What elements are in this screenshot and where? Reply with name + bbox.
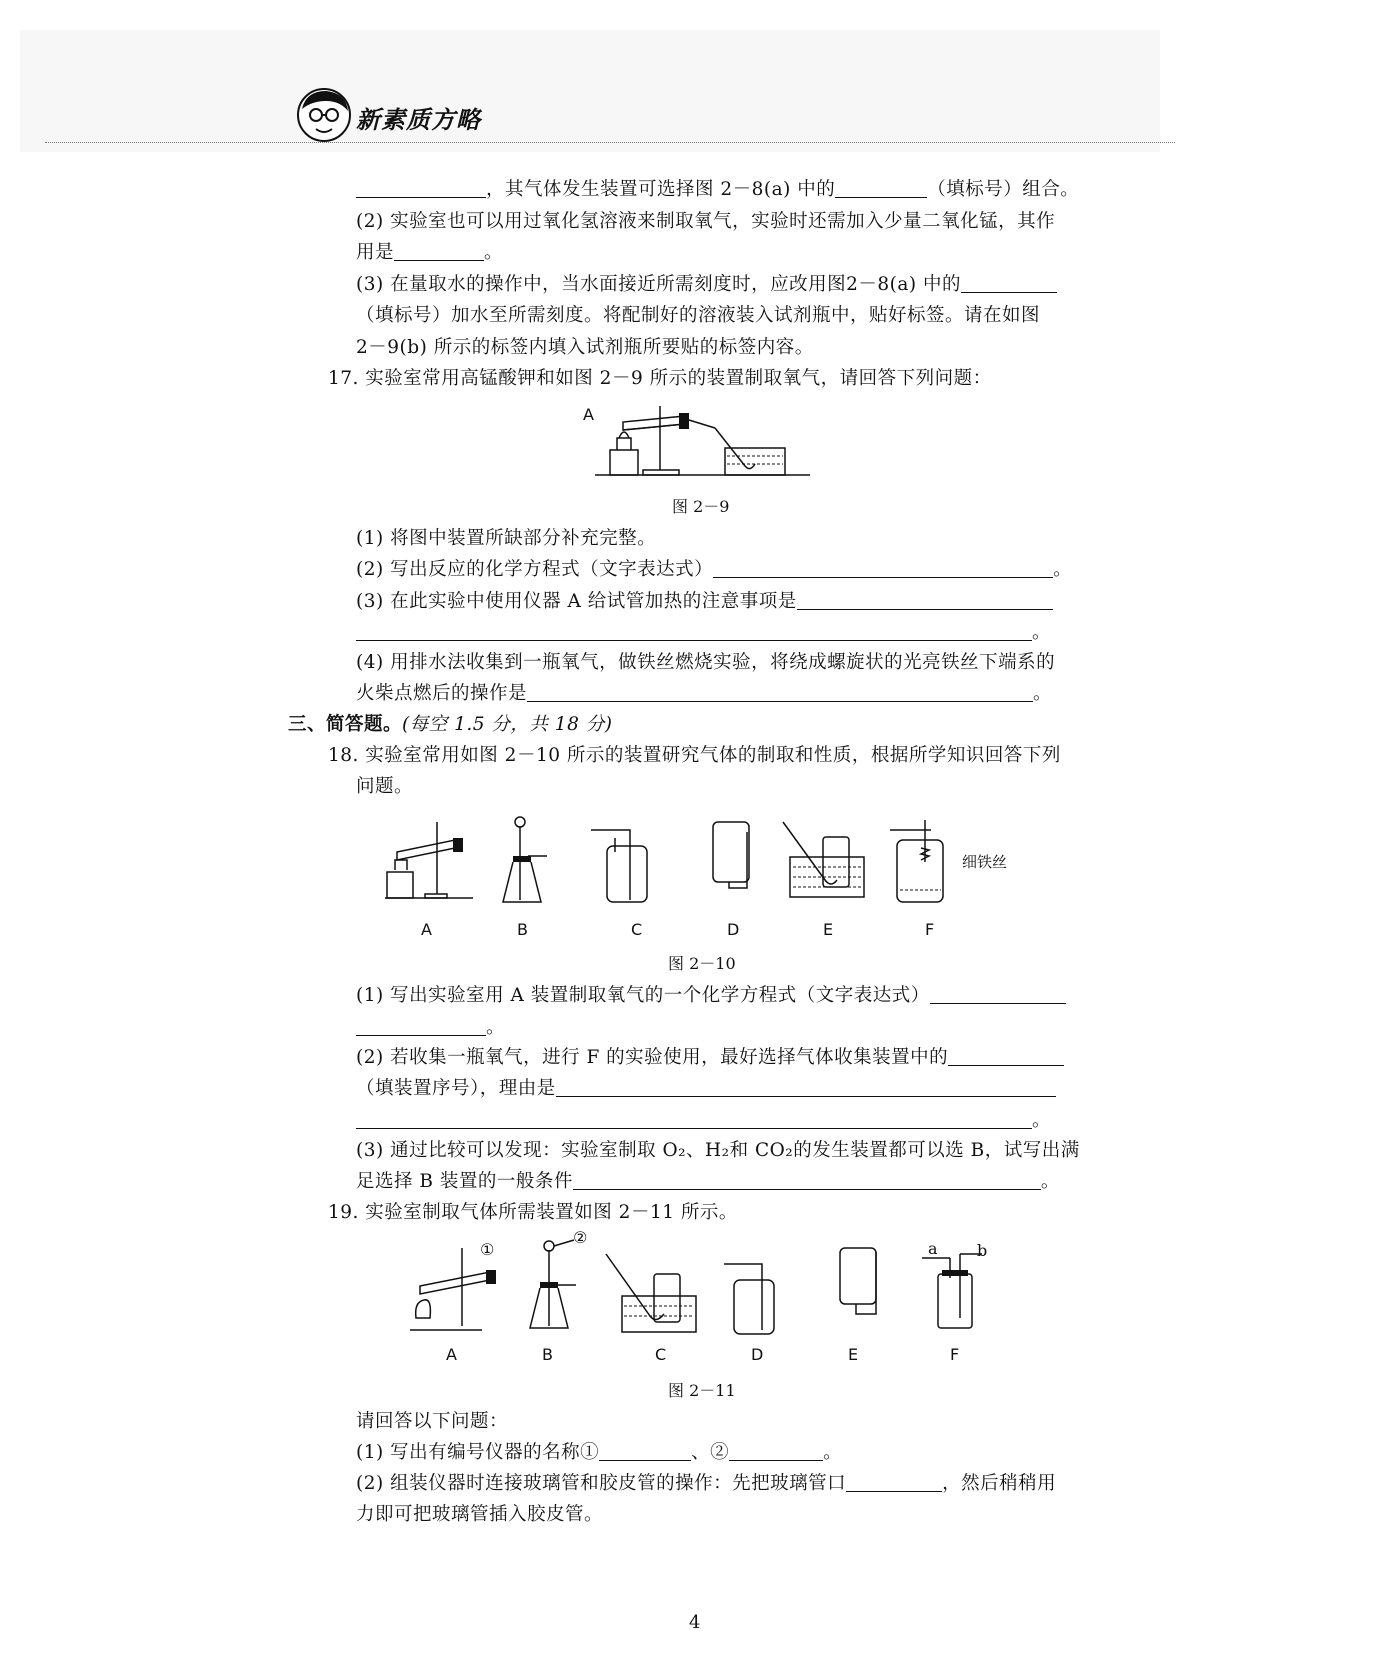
apparatus-label: C — [655, 1345, 667, 1364]
answer-blank[interactable] — [948, 1047, 1064, 1066]
question-18: 18. 实验室常用如图 2－10 所示的装置研究气体的制取和性质，根据所学知识回答下列 — [328, 745, 1061, 766]
text-line-2: (2) 实验室也可以用过氧化氢溶液来制取氧气，实验时还需加入少量二氧化锰，其作 — [356, 211, 1056, 232]
mascot-logo-icon — [296, 87, 352, 143]
q19-part-2: (2) 组装仪器时连接玻璃管和胶皮管的操作：先把玻璃管口 ，然后稍稍用 — [356, 1473, 1057, 1494]
q18-part-2: (2) 若收集一瓶氧气，进行 F 的实验使用，最好选择气体收集装置中的 — [356, 1046, 1064, 1070]
answer-blank[interactable] — [356, 622, 1032, 641]
answer-blank[interactable] — [713, 559, 1053, 578]
answer-blank[interactable] — [556, 1078, 1056, 1097]
question-19: 19. 实验室制取气体所需装置如图 2－11 所示。 — [328, 1202, 738, 1223]
question-18-cont: 问题。 — [356, 776, 414, 797]
figure-label-a: A — [583, 405, 594, 424]
apparatus-label: C — [631, 920, 643, 939]
figure-2-10-apparatus — [385, 812, 1025, 912]
q19-part-2-cont: 力即可把玻璃管插入胶皮管。 — [356, 1504, 604, 1525]
q17-part-3: (3) 在此实验中使用仪器 A 给试管加热的注意事项是 — [356, 590, 1053, 614]
apparatus-label: E — [823, 920, 834, 939]
answer-blank[interactable] — [797, 591, 1053, 610]
text-line-1: ，其气体发生装置可选择图 2－8(a) 中的 （填标号）组合。 — [356, 178, 1079, 202]
apparatus-label: F — [925, 920, 935, 939]
header-band — [20, 30, 1160, 152]
tube-label-b: b — [977, 1241, 988, 1260]
question-17: 17. 实验室常用高锰酸钾和如图 2－9 所示的装置制取氧气，请回答下列问题： — [328, 368, 992, 389]
answer-blank[interactable] — [527, 683, 1033, 702]
figure-caption: 图 2－10 — [668, 954, 736, 973]
text-line-6: 2－9(b) 所示的标签内填入试剂瓶所要贴的标签内容。 — [356, 337, 814, 358]
text-line-3: 用是 。 — [356, 242, 504, 263]
apparatus-label: A — [421, 920, 432, 939]
q18-part-1-cont: 。 — [356, 1016, 505, 1040]
answer-blank[interactable] — [835, 179, 927, 198]
q18-part-2-cont2: 。 — [356, 1109, 1051, 1133]
apparatus-label: D — [727, 920, 740, 939]
q17-part-1: (1) 将图中装置所缺部分补充完整。 — [356, 528, 657, 549]
figure-2-9-apparatus — [595, 398, 815, 482]
q17-part-4-cont: 火柴点燃后的操作是 。 — [356, 683, 1053, 704]
page-number: 4 — [689, 1612, 701, 1633]
answer-blank[interactable] — [573, 1171, 1041, 1190]
answer-blank[interactable] — [846, 1473, 942, 1492]
answer-blank[interactable] — [729, 1442, 823, 1461]
answer-blank[interactable] — [356, 179, 486, 198]
answer-blank[interactable] — [356, 1017, 486, 1036]
brand-title: 新素质方略 — [356, 105, 481, 134]
text-line-4: (3) 在量取水的操作中，当水面接近所需刻度时，应改用图2－8(a) 中的 — [356, 273, 1057, 297]
answer-blank[interactable] — [356, 1110, 1032, 1129]
q18-part-3: (3) 通过比较可以发现：实验室制取 O₂、H₂和 CO₂的发生装置都可以选 B，试写出满 — [356, 1140, 1080, 1161]
q18-part-1: (1) 写出实验室用 A 装置制取氧气的一个化学方程式（文字表达式） — [356, 984, 1066, 1008]
q17-part-2: (2) 写出反应的化学方程式（文字表达式） 。 — [356, 559, 1073, 580]
apparatus-label: B — [542, 1345, 553, 1364]
apparatus-label: F — [950, 1345, 960, 1364]
apparatus-label: B — [517, 920, 528, 939]
figure-2-11-apparatus — [410, 1238, 990, 1338]
header-divider — [45, 142, 1175, 143]
q19-prompt: 请回答以下问题： — [356, 1411, 509, 1432]
answer-blank[interactable] — [930, 985, 1066, 1004]
q19-part-1: (1) 写出有编号仪器的名称① 、② 。 — [356, 1442, 843, 1463]
tube-label-a: a — [928, 1239, 938, 1258]
figure-caption: 图 2－11 — [668, 1381, 736, 1400]
marker-1: ① — [480, 1240, 495, 1259]
marker-2: ② — [573, 1228, 588, 1247]
answer-blank[interactable] — [961, 274, 1057, 293]
q17-part-4: (4) 用排水法收集到一瓶氧气，做铁丝燃烧实验，将绕成螺旋状的光亮铁丝下端系的 — [356, 652, 1056, 673]
q18-part-3-cont: 足选择 B 装置的一般条件 。 — [356, 1171, 1060, 1192]
apparatus-label: D — [751, 1345, 764, 1364]
figure-caption: 图 2－9 — [672, 497, 730, 516]
q17-part-3-cont: 。 — [356, 621, 1051, 645]
wire-label: 细铁丝 — [962, 853, 1008, 871]
section-3-heading: 三、简答题。(每空 1.5 分，共 18 分) — [288, 714, 613, 735]
apparatus-label: E — [848, 1345, 859, 1364]
answer-blank[interactable] — [394, 242, 484, 261]
answer-blank[interactable] — [599, 1442, 691, 1461]
text-line-5: （填标号）加水至所需刻度。将配制好的溶液装入试剂瓶中，贴好标签。请在如图 — [356, 305, 1041, 326]
q18-part-2-cont: （填装置序号），理由是 — [356, 1077, 1056, 1101]
apparatus-label: A — [446, 1345, 457, 1364]
